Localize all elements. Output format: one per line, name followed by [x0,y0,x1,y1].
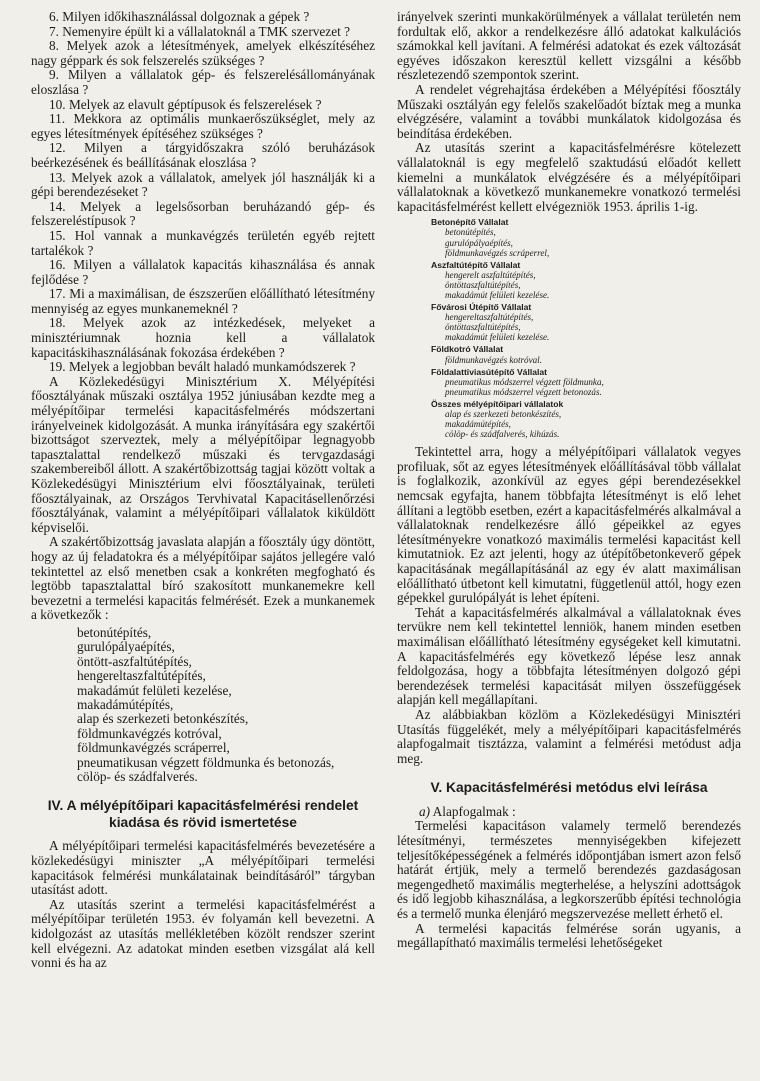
work-type-list [77,626,375,784]
question-item: 7. Nemenyire épült ki a vállalatoknál a TMK szervezet ? [49,23,351,39]
company-work-item: gurulópályaépítés, [445,237,513,248]
question-item: 14. Melyek a legelsősorban beruházandó gép- és felszereléstípusok ? [31,198,375,229]
work-type-item: cölöp- és szádfalverés. [77,769,198,784]
company-work-item: hengerelt aszfaltútépítés, [445,269,536,280]
subsection-heading [397,805,741,820]
body-paragraph: A Közlekedésügyi Minisztérium X. Mélyépítési főosztályának műszaki osztálya 1952 júniusában kezdte meg a mélyépítőipar termelési kapacitásfelmérés módszertani irányelveinek kidolgozását. A munka irányítására egy szakértői bizottságot szerveztek, mely a mélyépítőipar legnagyobb tapasztalattal rendelkező műszaki és tervgazdasági szakembereiből állott. A szakértőbizottság tagjai között voltak a Közlekedésügyi Minisztérium elvi főosztályainak, területi főosztályainak, az Országos Tervhivatal Kapacitásellenőrzési főosztályának, valamint a mélyépítőipari vállalatok kiküldött képviselői. [31,373,375,535]
body-paragraph: Az utasítás szerint a kapacitásfelmérésre kötelezett vállalatoknál is egy megfelelő szaktudású előadót kellett kiemelni a munkálatok elvégzésére és a mélyépítőipari vállalatoknak a következő munkanemekre vonatkozó termelési kapacitásfelmérést kellett elvégezniök 1953. április 1-ig. [397,140,741,214]
section-heading: IV. A mélyépítőipari kapacitásfelmérési rendelet kiadása és rövid ismertetése [47,798,359,830]
company-name: Földalattiviasútépítő Vállalat [431,366,548,377]
body-paragraph: Termelési kapacitáson valamely termelő berendezés létesítményi, természetes mennyiségekben kifejezett teljesítőképességének a felmérés időpontjában ismert azon felső határát értjük, mely a termelő berendezés gazdaságosan megengedhető maximális megterhelése, a helyszíni adottságok és idő legjobb kihasználása, a legkorszerűbb építési technológia és a termelő munka élenjáró megszervezése mellett érhető el. [397,818,741,921]
work-type-item: földmunkavégzés kotróval, [77,725,222,741]
company-work-item: alap és szerkezeti betonkészítés, [445,409,562,419]
company-work-item: makadámút felületi kezelése. [445,289,550,300]
company-name: Fővárosi Útépítő Vállalat [431,302,532,313]
company-name: Betonépítő Vállalat [431,217,509,228]
question-item: 16. Milyen a vállalatok kapacitás kihasználása és annak fejlődése ? [31,257,375,287]
question-item: 8. Melyek azok a létesítmények, amelyek elkészítéséhez nagy géppark és sok felszerelés szükséges ? [31,38,375,68]
question-item: 6. Milyen időkihasználással dolgoznak a gépek ? [49,9,310,24]
company-work-item: öntöttaszfaltútépítés, [445,322,521,333]
question-list [31,10,375,375]
body-paragraph: Tekintettel arra, hogy a mélyépítőipari vállalatok vegyes profiluak, sőt az egyes létesítmények előállításával több vállalat is foglalkozik, azonkívül az egyes gépi berendezésekkel nemcsak egyfajta, hanem többfajta létesítményt is elő lehet állítani a legtöbb esetben, ezért a kapacitásfelmérés alkalmával a vállalatoknak rendelkezésre álló gépeikkel az egyes létesítményekre vonatkozó maximális termelési kapacitást kell kimutatniok. Ez azt jelenti, hogy az útépítőbetonkeverő gépek kapacitásának megállapításánál az egy év alatt maximálisan előállítható útbetont kell kimutatni, függetlenül attól, hogy ezen gépekkel gurulópályát is lehet építeni. [397,444,741,606]
work-type-item: hengereltaszfaltútépítés, [77,668,206,684]
body-paragraph: irányelvek szerinti munkakörülmények a vállalat területén nem fordultak elő, akkor a rendelkezésre álló adatokat kalkulációs számokkal kell javítani. A felmérési adatokat és ezek változását egyéves időszakon keresztül kellett vizsgálni a később részletezendő szempontok szerint. [397,9,741,83]
body-paragraph: A termelési kapacitás felmérése során ugyanis, a megállapítható maximális termelési lehetőségeket [397,920,741,951]
work-type-item: öntött-aszfaltútépítés, [77,653,192,669]
work-type-item: földmunkavégzés scráperrel, [77,740,230,756]
company-work-item: földmunkavégzés scráperrel, [445,247,550,258]
body-paragraph: A szakértőbizottság javaslata alapján a főosztály úgy döntött, hogy az új feladatokra és a mélyépítőipar sajátos jellegére való tekintettel az első menetben csak a konkréten megfogható és legtöbb tapasztalattal bíró szakosított munkanemekre kell bevezetni a termelési kapacitás felmérését. Ezek a munkanemek a következők : [31,534,375,623]
question-item: 19. Melyek a legjobban bevált haladó munkamódszerek ? [49,359,356,375]
work-type-item: betonútépítés, [77,624,152,640]
question-item: 13. Melyek azok a vállalatok, amelyek jól használják ki a gépi berendezéseket ? [31,169,375,200]
company-work-item: cölöp- és szádfalverés, kihúzás. [445,429,560,440]
left-column [31,10,375,971]
company-name: Összes mélyépítőipari vállalatok [431,398,564,409]
work-type-item: alap és szerkezeti betonkészítés, [77,711,249,727]
company-entry [431,399,741,439]
right-column [397,10,741,951]
work-type-item: makadámútépítés, [77,696,174,712]
question-item: 18. Melyek azok az intézkedések, melyeket a minisztériumnak hoznia kell a vállalatok kapacitáskihasználásának fokozása érdekében ? [31,315,375,360]
body-paragraph: A rendelet végrehajtása érdekében a Mélyépítési főosztály Műszaki osztályán egy felelős szakelőadót bíztak meg a munka elvégzésére, valamint a további munkálatok kidolgozása és beindítása érdekében. [397,81,741,141]
work-type-item: makadámút felületi kezelése, [77,682,232,698]
company-name: Aszfaltútépítő Vállalat [431,259,521,270]
question-item: 9. Milyen a vállalatok gép- és felszerelésállományának eloszlása ? [31,67,375,97]
body-paragraph: A mélyépítőipari termelési kapacitásfelmérés bevezetésére a közlekedésügyi miniszter „A mélyépítőipari termelési kapacitások felmérési munkálatainak beindításáról” tárgyban utasítást adott. [31,838,375,898]
company-work-item: pneumatikus módszerrel végzett betonozás. [445,386,602,397]
company-name: Földkotró Vállalat [431,344,504,355]
work-type-item: gurulópályaépítés, [77,639,175,655]
question-item: 12. Milyen a tárgyidőszakra szóló beruházások beérkezésének és beállításának eloszlása ? [31,140,375,170]
body-paragraph: Tehát a kapacitásfelmérés alkalmával a vállalatoknak éves tervükre nem kell tekintettel lenniök, hanem minden esetben maximálisan előállítható létesítmény egységeket kell kimutatni. A kapacitásfelmérés egy következő lépése lesz annak feldolgozása, hogy a többfajta létesítményen dolgozó gépi berendezések termelési kapacitását milyen összefüggések alapján kell megállapítani. [397,604,741,708]
subsection-title: Alapfogalmak : [432,803,516,819]
company-work-item: földmunkavégzés kotróval. [445,354,542,365]
question-item: 17. Mi a maximálisan, de észszerűen előállítható létesítmény mennyiség az egyes munkanemeknél ? [31,286,375,316]
question-item: 10. Melyek az elavult géptípusok és felszerelések ? [49,96,322,112]
section-heading: V. Kapacitásfelmérési metódus elvi leírása [430,780,708,796]
subsection-marker: a) [419,803,431,819]
company-work-item: pneumatikus módszerrel végzett földmunka, [445,376,604,387]
company-work-item: makadámútépítés, [445,419,511,430]
company-assignment-list [431,217,741,439]
company-entry [431,260,741,300]
body-paragraph: Az utasítás szerint a termelési kapacitásfelmérést a mélyépítőipar területén 1953. év folyamán kell bevezetni. A kidolgozást az utasítás mellékletében közölt rendszer szerint kell elvégezni. Az adatokat minden esetben vizsgálat alá kell vonni és ha az [31,896,375,971]
body-paragraph: Az alábbiakban közlöm a Közlekedésügyi Minisztéri Utasítás függelékét, mely a mélyépítőipari kapacitásfelmérés alapfogalmait tisztázza, valamint a felmérési metódust adja meg. [397,706,741,766]
company-work-item: betonútépítés, [445,227,496,238]
company-entry [431,344,741,364]
work-type-item: pneumatikusan végzett földmunka és betonozás, [77,754,335,770]
company-entry [431,367,741,397]
company-work-item: öntöttaszfaltútépítés, [445,279,521,290]
company-work-item: hengereltaszfaltútépítés, [445,312,534,323]
company-entry [431,217,741,257]
company-work-item: makadámút felületi kezelése. [445,332,550,343]
company-entry [431,302,741,342]
question-item: 11. Mekkora az optimális munkaerőszükséglet, mely az egyes létesítmények építéséhez szükséges ? [31,111,375,141]
question-item: 15. Hol vannak a munkavégzés területén egyéb rejtett tartalékok ? [31,227,375,258]
